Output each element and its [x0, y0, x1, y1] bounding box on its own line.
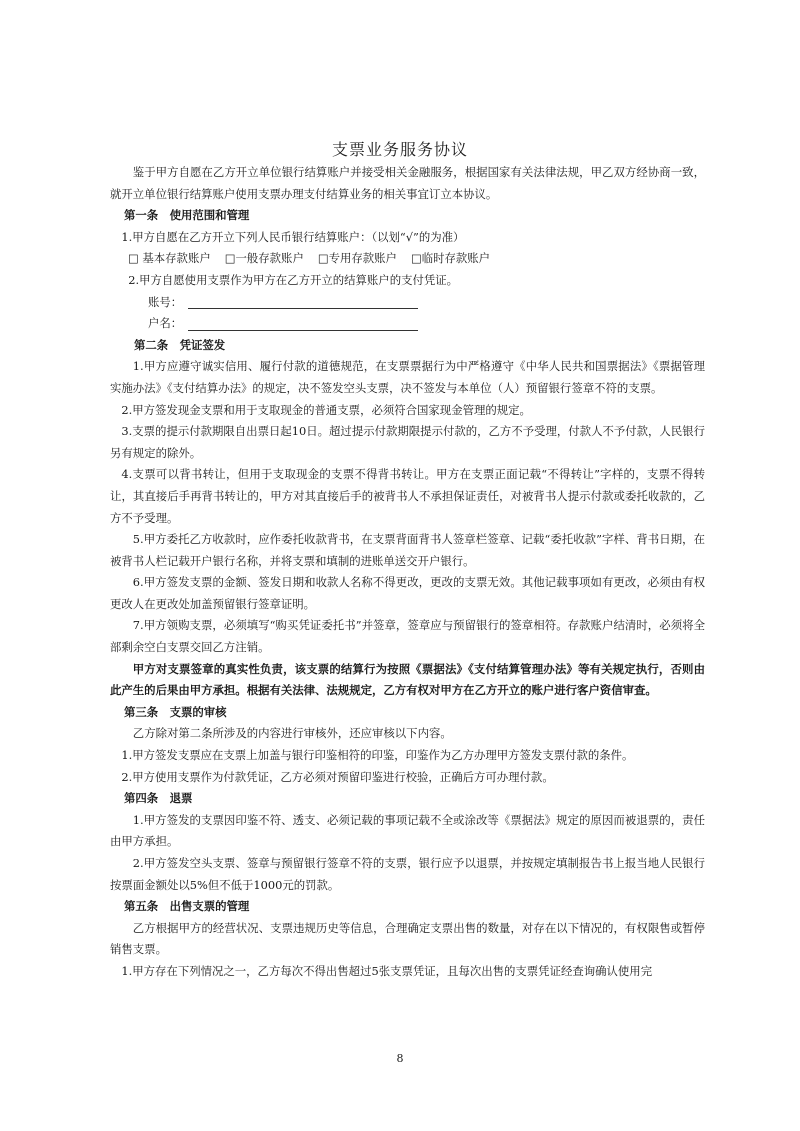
article-2-clause-7: 7.甲方领购支票，必须填写“购买凭证委托书”并签章，签章应与预留银行的签章相符。存款账户结清时，必须将全部剩余空白支票交回乙方注销。: [110, 618, 705, 655]
article-3-clause-2: 2.甲方使用支票作为付款凭证，乙方必须对预留印鉴进行校验，正确后方可办理付款。: [121, 769, 554, 784]
option-general-account[interactable]: □一般存款账户: [224, 251, 304, 266]
account-number-field: [110, 292, 705, 314]
option-special-account[interactable]: □专用存款账户: [317, 251, 397, 266]
account-number-label: 账号：: [148, 294, 183, 309]
article-3-heading: 第三条 支票的审核: [124, 704, 227, 719]
account-number-line[interactable]: [188, 293, 418, 309]
article-2-clause-1: 1.甲方应遵守诚实信用、履行付款的道德规范，在支票票据行为中严格遵守《中华人民共和国票据法》《票据管理实施办法》《支付结算办法》的规定，决不签发空头支票，决不签发与本单位（人）预留银行签章不符的支票。: [110, 359, 705, 395]
article-1-clause-1: 1.甲方自愿在乙方开立下列人民币银行结算账户：（以划“√”的为准）: [121, 229, 465, 244]
article-5-clause-1: 1.甲方存在下列情况之一，乙方每次不得出售超过5张支票凭证，且每次出售的支票凭证经查询确认使用完: [121, 963, 653, 978]
option-basic-account[interactable]: □ 基本存款账户: [128, 251, 211, 266]
page-number: 8: [396, 1052, 404, 1065]
document-title: 支票业务服务协议: [331, 140, 468, 159]
article-2-bold-statement: 甲方对支票签章的真实性负责，该支票的结算行为按照《票据法》《支付结算管理办法》等有关规定执行，否则由此产生的后果由甲方承担。根据有关法律、法规规定，乙方有权对甲方在乙方开立的账户进行客户资信审查。: [110, 661, 705, 698]
article-2-clause-3: 3.支票的提示付款期限自出票日起10日。超过提示付款期限提示付款的，乙方不予受理，付款人不予付款，人民银行另有规定的除外。: [110, 424, 705, 460]
article-2-clause-6: 6.甲方签发支票的金额、签发日期和收款人名称不得更改，更改的支票无效。其他记载事项如有更改，必须由有权更改人在更改处加盖预留银行签章证明。: [110, 575, 705, 611]
article-4-clause-2: 2.甲方签发空头支票、签章与预留银行签章不符的支票，银行应予以退票，并按规定填制报告书上报当地人民银行按票面金额处以5%但不低于1000元的罚款。: [110, 856, 705, 892]
article-3-clause-1: 1.甲方签发支票应在支票上加盖与银行印鉴相符的印鉴，印鉴作为乙方办理甲方签发支票付款的条件。: [121, 748, 634, 763]
intro-paragraph: 鉴于甲方自愿在乙方开立单位银行结算账户并接受相关金融服务，根据国家有关法律法规，甲乙双方经协商一致，就开立单位银行结算账户使用支票办理支付结算业务的相关事宜订立本协议。: [110, 165, 705, 201]
article-5-intro: 乙方根据甲方的经营状况、支票违规历史等信息，合理确定支票出售的数量，对存在以下情况的，有权限售或暂停销售支票。: [110, 920, 705, 957]
option-temporary-account[interactable]: □临时存款账户: [410, 251, 491, 266]
article-1-heading: 第一条 使用范围和管理: [124, 208, 250, 223]
account-name-line[interactable]: [188, 315, 418, 331]
article-2-heading: 第二条 凭证签发: [134, 337, 226, 352]
account-name-field: [110, 313, 705, 335]
article-4-heading: 第四条 退票: [124, 791, 193, 806]
article-4-clause-1: 1.甲方签发的支票因印鉴不符、透支、必须记载的事项记载不全或涂改等《票据法》规定的原因而被退票的，责任由甲方承担。: [110, 812, 705, 849]
article-2-clause-5: 5.甲方委托乙方收款时，应作委托收款背书，在支票背面背书人签章栏签章、记载“委托收款”字样、背书日期，在被背书人栏记载开户银行名称，并将支票和填制的进账单送交开户银行。: [110, 532, 705, 568]
article-1-clause-2: 2.甲方自愿使用支票作为甲方在乙方开立的结算账户的支付凭证。: [128, 272, 459, 287]
article-5-heading: 第五条 出售支票的管理: [124, 899, 250, 914]
article-2-clause-4: 4.支票可以背书转让，但用于支取现金的支票不得背书转让。甲方在支票正面记载“不得转让”字样的，支票不得转让，其直接后手再背书转让的，甲方对其直接后手的被背书人不承担保证责任，对被背书人提示付款或委托收款的，乙方不予受理。: [110, 467, 705, 525]
article-2-clause-2: 2.甲方签发现金支票和用于支取现金的普通支票，必须符合国家现金管理的规定。: [121, 402, 531, 417]
document-body: [110, 162, 705, 983]
article-3-intro: 乙方除对第二条所涉及的内容进行审核外，还应审核以下内容。: [132, 726, 452, 741]
account-name-label: 户名：: [148, 316, 183, 331]
account-type-options: [110, 248, 705, 270]
